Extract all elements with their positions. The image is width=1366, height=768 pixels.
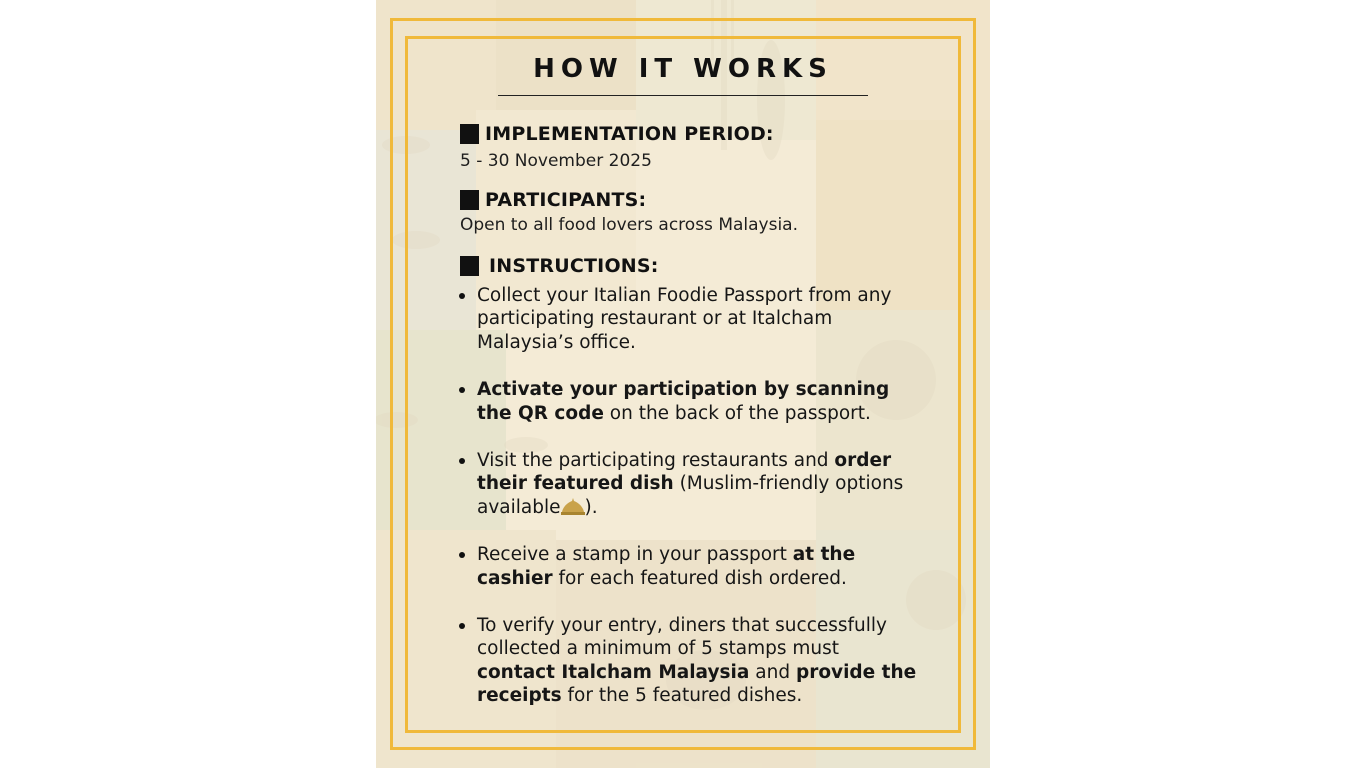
list-item [458, 614, 918, 708]
mosque-dome-icon [561, 498, 585, 516]
instruction-text: for each featured dish ordered. [552, 567, 847, 589]
instruction-text: Receive a stamp in your passport [477, 544, 793, 566]
participants-heading [460, 189, 646, 211]
instruction-bold: order their featured dish [477, 450, 892, 495]
poster [376, 0, 990, 768]
list-item [458, 543, 918, 590]
instruction-text: (Muslim-friendly options available [477, 473, 904, 518]
implementation-heading [460, 123, 774, 145]
instruction-text: on the back of the passport. [603, 402, 871, 424]
instruction-bold: Activate your participation by scanning the QR code [477, 379, 890, 424]
list-item [458, 284, 918, 354]
instruction-text: and [749, 661, 796, 683]
instructions-heading-label: INSTRUCTIONS: [489, 255, 659, 277]
instruction-text: ). [584, 496, 598, 518]
participants-heading-label: PARTICIPANTS: [485, 189, 647, 211]
page-title: HOW IT WORKS [533, 54, 833, 84]
instruction-bold: contact Italcham Malaysia [477, 661, 750, 683]
list-item [458, 378, 918, 425]
square-bullet-icon [460, 124, 479, 144]
square-bullet-icon [460, 256, 479, 276]
instruction-bold: at the cashier [477, 544, 856, 589]
instruction-text: Collect your Italian Foodie Passport from any participating restaurant or at Italcham Malaysia’s office. [477, 285, 892, 353]
participants-text: Open to all food lovers across Malaysia. [460, 215, 799, 235]
instructions-list [458, 284, 918, 732]
title-divider [498, 95, 868, 96]
instruction-text: Visit the participating restaurants and [477, 450, 835, 472]
implementation-period-text: 5 - 30 November 2025 [460, 151, 652, 171]
instructions-heading [460, 255, 659, 277]
instruction-text: To verify your entry, diners that successfully collected a minimum of 5 stamps must [477, 615, 887, 660]
implementation-heading-label: IMPLEMENTATION PERIOD: [485, 123, 774, 145]
instruction-text: for the 5 featured dishes. [561, 685, 803, 707]
list-item [458, 449, 918, 519]
instruction-bold: provide the receipts [477, 661, 917, 707]
square-bullet-icon [460, 190, 479, 210]
